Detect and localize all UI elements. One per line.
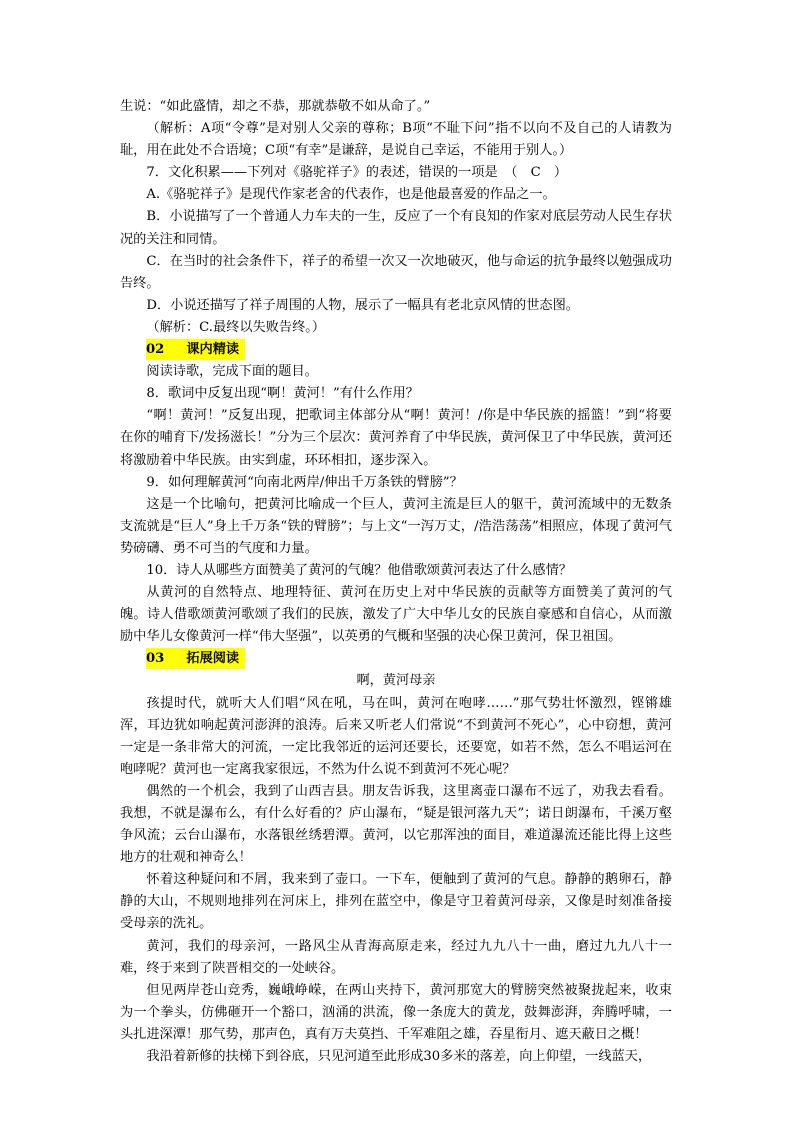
- essay-paragraph: 怀着这种疑问和不屑，我来到了壶口。一下车，便触到了黄河的气息。静静的鹅卵石，静静的大山，不规则地排列在河床上，排列在蓝空中，像是守卫着黄河母亲，又像是时刻准备接受母亲的洗礼。: [120, 872, 672, 932]
- answer-8: “啊！黄河！”反复出现，把歌词主体部分从“啊！黄河！/你是中华民族的摇篮！”到“将要在你的哺育下/发扬滋长！”分为三个层次：黄河养育了中华民族，黄河保卫了中华民族，黄河还将激励着中华民族。由实到虚，环环相扣，逐步深入。: [120, 408, 672, 468]
- option-a: A.《骆驼祥子》是现代作家老舍的代表作，也是他最喜爱的作品之一。: [146, 187, 556, 203]
- essay-paragraph: 但见两岸苍山竞秀，巍峨峥嵘，在两山夹持下，黄河那宽大的臂膀突然被聚拢起来，收束为一个拳头，仿佛砸开一个豁口，汹涌的洪流，像一条庞大的黄龙，鼓舞澎湃，奔腾呼啸，一头扎进深潭！那气势，那声色，真有万夫莫挡、千军难阻之雄，吞星衔月、遮天蔽日之概！: [120, 982, 672, 1042]
- essay-paragraph: 我沿着新修的扶梯下到谷底，只见河道至此形成30多米的落差，向上仰望，一线蓝天，: [146, 1049, 652, 1065]
- question-9: 9．如何理解黄河“向南北两岸/伸出千万条铁的臂膀”？: [146, 474, 463, 490]
- essay-paragraph: 孩提时代，就听大人们唱“风在吼，马在叫，黄河在咆哮……”那气势壮怀激烈，铿锵雄浑，耳边犹如响起黄河澎湃的浪涛。后来又听老人们常说“不到黄河不死心”，心中窃想，黄河一定是一条非常大的河流，一定比我邻近的运河还要长，还要宽，如若不然，怎么不唱运河在咆哮呢？黄河也一定离我家很远，不然为什么说不到黄河不死心呢？: [120, 695, 672, 777]
- section-title: 课内精读: [186, 342, 240, 358]
- instruction: 阅读诗歌，完成下面的题目。: [146, 364, 318, 380]
- section-number: 02: [146, 342, 165, 358]
- question-10: 10．诗人从哪些方面赞美了黄河的气魄？他借歌颂黄河表达了什么感情？: [146, 562, 572, 578]
- answer-10: 从黄河的自然特点、地理特征、黄河在历史上对中华民族的贡献等方面赞美了黄河的气魄。诗人借歌颂黄河歌颂了我们的民族，激发了广大中华儿女的民族自豪感和自信心，从而激励中华儿女像黄河一样“伟大坚强”，以英勇的气概和坚强的决心保卫黄河，保卫祖国。: [120, 585, 672, 645]
- analysis-6: （解析：A项“令尊”是对别人父亲的尊称；B项“不耻下问”指不以向不及自己的人请教为耻，用在此处不合语境；C项“有幸”是谦辞，是说自己幸运，不能用于别人。）: [120, 121, 672, 159]
- essay-paragraph: 偶然的一个机会，我到了山西吉县。朋友告诉我，这里离壶口瀑布不远了，劝我去看看。我想，不就是瀑布么，有什么好看的？庐山瀑布，“疑是银河落九天”；诺日朗瀑布，千溪万壑争风流；云台山瀑布，水落银丝绣碧潭。黄河，以它那浑浊的面目，难道瀑流还能比得上这些地方的壮观和神奇么！: [120, 783, 672, 866]
- analysis-7: （解析：C.最终以失败告终。）: [146, 319, 326, 335]
- document-page: [120, 96, 672, 1068]
- option-c: C．在当时的社会条件下，祥子的希望一次又一次地破灭，他与命运的抗争最终以勉强成功告终。: [120, 253, 672, 291]
- option-d: D．小说还描写了祥子周围的人物，展示了一幅具有老北京风情的世态图。: [146, 297, 579, 313]
- section-heading-03: [120, 648, 672, 670]
- section-number: 03: [146, 651, 165, 667]
- essay-title: 啊，黄河母亲: [356, 673, 436, 689]
- answer-9: 这是一个比喻句，把黄河比喻成一个巨人，黄河主流是巨人的躯干，黄河流域中的无数条支流就是“巨人”身上千万条“铁的臂膀”；与上文“一泻万丈，/浩浩荡荡”相照应，体现了黄河气势磅礴、勇不可当的气度和力量。: [120, 496, 672, 556]
- question-8: 8．歌词中反复出现“啊！黄河！”有什么作用？: [146, 386, 419, 402]
- essay-paragraph: 黄河，我们的母亲河，一路风尘从青海高原走来，经过九九八十一曲，磨过九九八十一难，终于来到了陕晋相交的一处峡谷。: [120, 938, 672, 976]
- section-heading-02: [120, 339, 672, 361]
- text-line-1: 生说：“如此盛情，却之不恭，那就恭敬不如从命了。”: [120, 99, 431, 114]
- option-b: B．小说描写了一个普通人力车夫的一生，反应了一个有良知的作家对底层劳动人民生存状况的关注和同情。: [120, 209, 672, 247]
- section-title: 拓展阅读: [186, 651, 240, 667]
- question-7: 7．文化积累——下列对《骆驼祥子》的表述，错误的一项是 （ C ）: [146, 165, 568, 181]
